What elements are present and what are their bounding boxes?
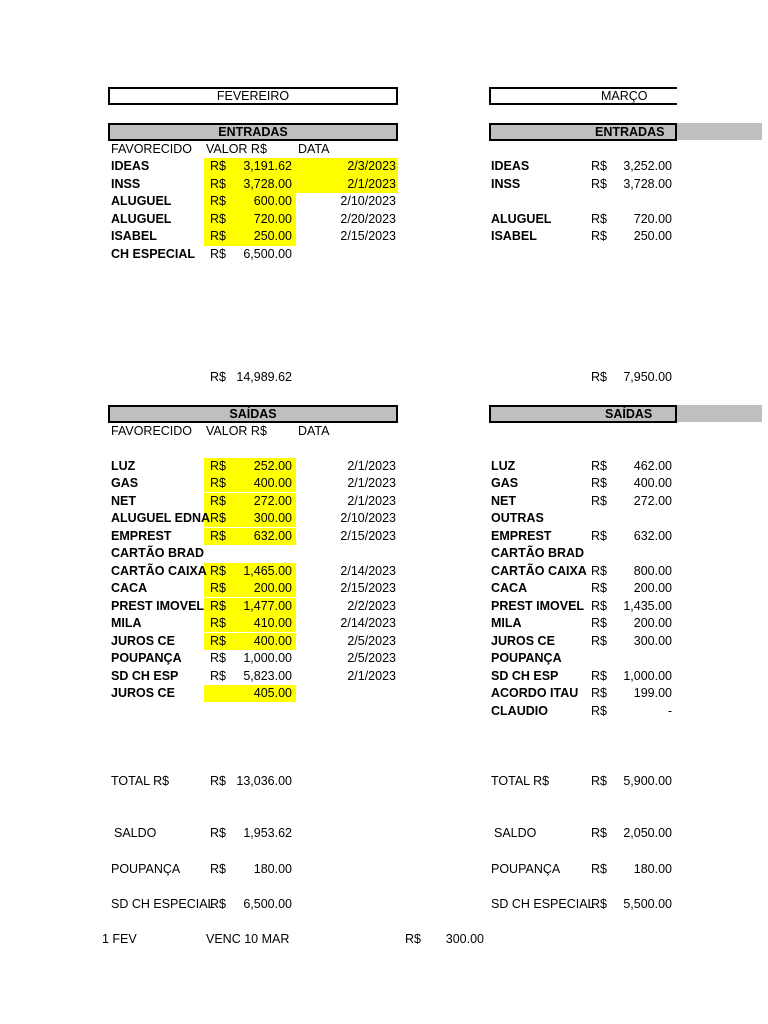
mar-saidas-header-ext bbox=[677, 405, 762, 422]
feb-sdch-value: 6,500.00 bbox=[243, 897, 292, 911]
row-name: JUROS CE bbox=[111, 634, 175, 648]
row-name: PREST IMOVEL bbox=[491, 599, 585, 613]
row-currency: R$ bbox=[591, 476, 607, 490]
row-date: 2/1/2023 bbox=[347, 494, 396, 508]
row-currency: R$ bbox=[210, 177, 226, 191]
feb-poupanca-value: 180.00 bbox=[253, 862, 292, 876]
row-date: 2/15/2023 bbox=[340, 581, 396, 595]
footer-cur: R$ bbox=[405, 932, 421, 946]
row-name: CARTÃO CAIXA bbox=[111, 564, 207, 578]
row-value: 1,000.00 bbox=[623, 669, 672, 683]
row-currency: R$ bbox=[210, 511, 226, 525]
feb-entradas-total-cur: R$ bbox=[210, 370, 226, 384]
mar-title bbox=[489, 87, 677, 105]
row-currency: R$ bbox=[210, 494, 226, 508]
row-name: IDEAS bbox=[111, 159, 150, 173]
feb-entradas-col-valor: VALOR R$ bbox=[206, 142, 267, 156]
mar-entradas-header bbox=[489, 123, 677, 141]
feb-saidas-col-favorecido: FAVORECIDO bbox=[111, 424, 193, 438]
row-date: 2/10/2023 bbox=[340, 511, 396, 525]
row-currency: R$ bbox=[210, 459, 226, 473]
row-value: 272.00 bbox=[253, 494, 292, 508]
feb-total-value: 13,036.00 bbox=[236, 774, 292, 788]
row-date: 2/5/2023 bbox=[347, 651, 396, 665]
row-name: ISABEL bbox=[111, 229, 157, 243]
row-name: INSS bbox=[111, 177, 141, 191]
mar-saldo-value: 2,050.00 bbox=[623, 826, 672, 840]
row-currency: R$ bbox=[591, 669, 607, 683]
row-currency: R$ bbox=[210, 616, 226, 630]
row-currency: R$ bbox=[210, 194, 226, 208]
row-name: NET bbox=[491, 494, 516, 508]
row-date: 2/20/2023 bbox=[340, 212, 396, 226]
row-currency: R$ bbox=[591, 616, 607, 630]
mar-saidas-header bbox=[489, 405, 677, 423]
feb-entradas-col-data: DATA bbox=[298, 142, 330, 156]
row-value: 5,823.00 bbox=[243, 669, 292, 683]
row-currency: R$ bbox=[210, 476, 226, 490]
row-value: 200.00 bbox=[253, 581, 292, 595]
row-name: ALUGUEL bbox=[111, 194, 172, 208]
row-name: SD CH ESP bbox=[111, 669, 179, 683]
row-value: 405.00 bbox=[253, 686, 292, 700]
row-value: 200.00 bbox=[633, 616, 672, 630]
row-date: 2/15/2023 bbox=[340, 529, 396, 543]
mar-sdch-value: 5,500.00 bbox=[623, 897, 672, 911]
row-currency: R$ bbox=[591, 581, 607, 595]
mar-entradas-header-text: ENTRADAS bbox=[595, 125, 665, 139]
row-name: IDEAS bbox=[491, 159, 530, 173]
row-name: GAS bbox=[491, 476, 519, 490]
row-date: 2/14/2023 bbox=[340, 616, 396, 630]
row-currency: R$ bbox=[210, 247, 226, 261]
mar-total-label: TOTAL R$ bbox=[491, 774, 550, 788]
row-value: 6,500.00 bbox=[243, 247, 292, 261]
row-value: 200.00 bbox=[633, 581, 672, 595]
row-name: ALUGUEL bbox=[491, 212, 552, 226]
mar-sdch-cur: R$ bbox=[591, 897, 607, 911]
row-name: MILA bbox=[111, 616, 142, 630]
mar-poupanca-cur: R$ bbox=[591, 862, 607, 876]
row-currency: R$ bbox=[210, 529, 226, 543]
row-date: 2/1/2023 bbox=[347, 669, 396, 683]
row-value: 199.00 bbox=[633, 686, 672, 700]
row-value: 3,728.00 bbox=[243, 177, 292, 191]
row-name: ALUGUEL bbox=[111, 212, 172, 226]
row-currency: R$ bbox=[591, 212, 607, 226]
row-name: CACA bbox=[491, 581, 528, 595]
row-currency: R$ bbox=[210, 564, 226, 578]
row-name: ALUGUEL EDNA bbox=[111, 511, 211, 525]
row-currency: R$ bbox=[210, 212, 226, 226]
row-date: 2/15/2023 bbox=[340, 229, 396, 243]
row-value: 272.00 bbox=[633, 494, 672, 508]
row-value: 462.00 bbox=[633, 459, 672, 473]
row-date: 2/1/2023 bbox=[347, 476, 396, 490]
row-value: 632.00 bbox=[253, 529, 292, 543]
row-currency: R$ bbox=[591, 704, 607, 718]
row-value: 1,465.00 bbox=[243, 564, 292, 578]
row-currency: R$ bbox=[210, 634, 226, 648]
row-value: 3,191.62 bbox=[243, 159, 292, 173]
feb-sdch-label: SD CH ESPECIAL bbox=[111, 897, 215, 911]
row-name: LUZ bbox=[491, 459, 516, 473]
row-name: CH ESPECIAL bbox=[111, 247, 196, 261]
row-currency: R$ bbox=[210, 599, 226, 613]
row-name: POUPANÇA bbox=[491, 651, 562, 665]
row-value: 632.00 bbox=[633, 529, 672, 543]
row-name: JUROS CE bbox=[491, 634, 555, 648]
row-name: ISABEL bbox=[491, 229, 537, 243]
feb-saidas-header: SAÍDAS bbox=[108, 405, 398, 423]
row-value: 600.00 bbox=[253, 194, 292, 208]
row-currency: R$ bbox=[591, 494, 607, 508]
row-name: GAS bbox=[111, 476, 139, 490]
row-value: 720.00 bbox=[253, 212, 292, 226]
footer-venc: VENC 10 MAR bbox=[206, 932, 290, 946]
row-value: 252.00 bbox=[253, 459, 292, 473]
feb-sdch-cur: R$ bbox=[210, 897, 226, 911]
row-value: 400.00 bbox=[633, 476, 672, 490]
row-currency: R$ bbox=[591, 564, 607, 578]
row-name: POUPANÇA bbox=[111, 651, 182, 665]
mar-total-cur: R$ bbox=[591, 774, 607, 788]
feb-poupanca-label: POUPANÇA bbox=[111, 862, 181, 876]
feb-entradas-header: ENTRADAS bbox=[108, 123, 398, 141]
row-name: LUZ bbox=[111, 459, 136, 473]
footer-label: 1 FEV bbox=[102, 932, 137, 946]
row-date: 2/1/2023 bbox=[347, 459, 396, 473]
mar-poupanca-label: POUPANÇA bbox=[491, 862, 561, 876]
row-name: CARTÃO BRAD bbox=[491, 546, 585, 560]
row-date: 2/2/2023 bbox=[347, 599, 396, 613]
row-date: 2/3/2023 bbox=[347, 159, 396, 173]
row-date: 2/10/2023 bbox=[340, 194, 396, 208]
row-value: 400.00 bbox=[253, 476, 292, 490]
row-currency: R$ bbox=[591, 529, 607, 543]
row-name: ACORDO ITAU bbox=[491, 686, 579, 700]
footer-value: 300.00 bbox=[445, 932, 484, 946]
row-value: 3,252.00 bbox=[623, 159, 672, 173]
row-value: 1,435.00 bbox=[623, 599, 672, 613]
row-name: CACA bbox=[111, 581, 148, 595]
row-currency: R$ bbox=[591, 634, 607, 648]
row-currency: R$ bbox=[210, 651, 226, 665]
row-name: JUROS CE bbox=[111, 686, 175, 700]
row-value: 800.00 bbox=[633, 564, 672, 578]
mar-entradas-total-cur: R$ bbox=[591, 370, 607, 384]
row-value: 410.00 bbox=[253, 616, 292, 630]
row-currency: R$ bbox=[591, 459, 607, 473]
row-value: 1,477.00 bbox=[243, 599, 292, 613]
mar-entradas-total: 7,950.00 bbox=[623, 370, 672, 384]
feb-saidas-col-data: DATA bbox=[298, 424, 330, 438]
feb-saldo-cur: R$ bbox=[210, 826, 226, 840]
row-date: 2/14/2023 bbox=[340, 564, 396, 578]
mar-sdch-label: SD CH ESPECIAL bbox=[491, 897, 595, 911]
row-name: CLAUDIO bbox=[491, 704, 548, 718]
feb-total-cur: R$ bbox=[210, 774, 226, 788]
row-date: 2/5/2023 bbox=[347, 634, 396, 648]
row-currency: R$ bbox=[591, 177, 607, 191]
row-value: 300.00 bbox=[633, 634, 672, 648]
feb-entradas-col-favorecido: FAVORECIDO bbox=[111, 142, 193, 156]
row-currency: R$ bbox=[210, 581, 226, 595]
row-value: 300.00 bbox=[253, 511, 292, 525]
feb-title: FEVEREIRO bbox=[108, 87, 398, 105]
feb-entradas-total: 14,989.62 bbox=[236, 370, 292, 384]
mar-saidas-header-text: SAÍDAS bbox=[605, 407, 653, 421]
row-value: - bbox=[667, 704, 672, 718]
row-name: EMPREST bbox=[491, 529, 552, 543]
row-value: 250.00 bbox=[253, 229, 292, 243]
mar-entradas-header-ext bbox=[677, 123, 762, 140]
row-name: CARTÃO CAIXA bbox=[491, 564, 587, 578]
mar-saldo-cur: R$ bbox=[591, 826, 607, 840]
row-name: SD CH ESP bbox=[491, 669, 559, 683]
row-currency: R$ bbox=[210, 669, 226, 683]
row-value: 720.00 bbox=[633, 212, 672, 226]
row-currency: R$ bbox=[591, 229, 607, 243]
mar-title-text: MARÇO bbox=[601, 89, 648, 103]
row-name: OUTRAS bbox=[491, 511, 544, 525]
row-value: 250.00 bbox=[633, 229, 672, 243]
row-currency: R$ bbox=[591, 159, 607, 173]
mar-poupanca-value: 180.00 bbox=[633, 862, 672, 876]
row-name: INSS bbox=[491, 177, 521, 191]
feb-saidas-col-valor: VALOR R$ bbox=[206, 424, 267, 438]
feb-saldo-label: SALDO bbox=[114, 826, 157, 840]
feb-saldo-value: 1,953.62 bbox=[243, 826, 292, 840]
row-name: CARTÃO BRAD bbox=[111, 546, 205, 560]
row-date: 2/1/2023 bbox=[347, 177, 396, 191]
row-value: 3,728.00 bbox=[623, 177, 672, 191]
mar-total-value: 5,900.00 bbox=[623, 774, 672, 788]
row-currency: R$ bbox=[591, 599, 607, 613]
row-currency: R$ bbox=[210, 229, 226, 243]
row-name: PREST IMOVEL bbox=[111, 599, 205, 613]
mar-saldo-label: SALDO bbox=[494, 826, 537, 840]
feb-poupanca-cur: R$ bbox=[210, 862, 226, 876]
row-name: MILA bbox=[491, 616, 522, 630]
row-value: 1,000.00 bbox=[243, 651, 292, 665]
row-currency: R$ bbox=[210, 159, 226, 173]
row-name: NET bbox=[111, 494, 136, 508]
row-value: 400.00 bbox=[253, 634, 292, 648]
row-name: EMPREST bbox=[111, 529, 172, 543]
feb-total-label: TOTAL R$ bbox=[111, 774, 170, 788]
row-currency: R$ bbox=[591, 686, 607, 700]
